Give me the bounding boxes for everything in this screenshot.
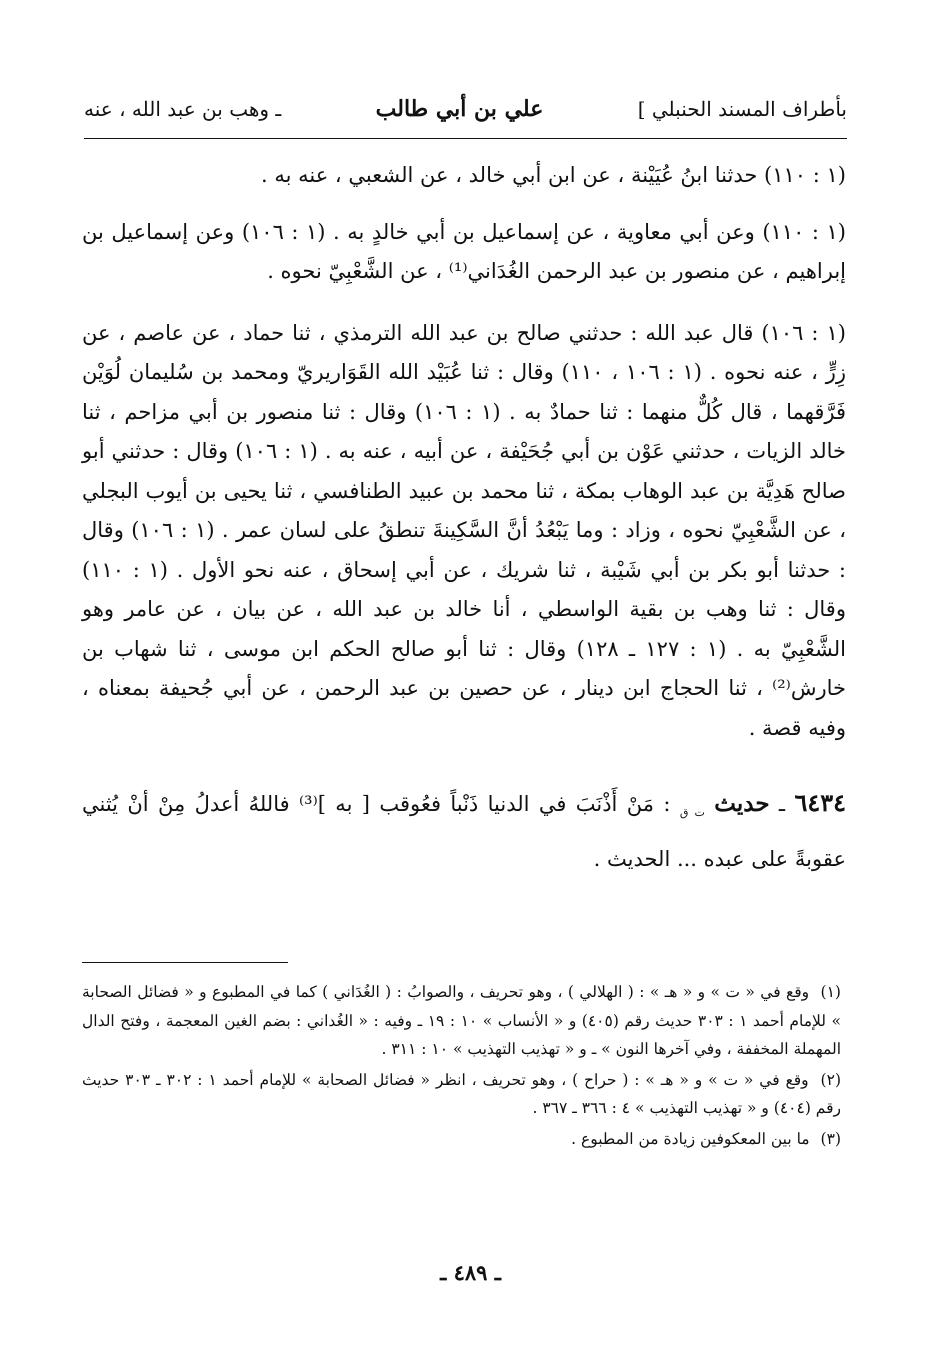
footnote-number: (٢) bbox=[820, 1070, 841, 1089]
hadith-entry bbox=[82, 780, 846, 882]
hadith-label: حديث bbox=[714, 790, 770, 817]
hadith-text: : مَنْ أَذْنَبَ في الدنيا ذَنْباً فعُوقب [ به ]⁽³⁾ فاللهُ أعدلُ مِنْ أنْ يُثني عقوبةً على عبده ... الحديث . bbox=[82, 792, 846, 872]
hadith-sigla: ت ق bbox=[679, 806, 705, 820]
footnote-1 bbox=[82, 978, 841, 1064]
header-book-title: بأطراف المسند الحنبلي ] bbox=[637, 97, 847, 121]
header-section-title: ـ وهب بن عبد الله ، عنه bbox=[84, 97, 282, 121]
hadith-number: ٦٤٣٤ bbox=[794, 788, 847, 817]
footnote-number: (١) bbox=[820, 983, 841, 1001]
footnote-text: وقع في « ت » و « هـ » : ( حراح ) ، وهو تحريف ، انظر « فضائل الصحابة » للإمام أحمد ١ : ٣٠٢ ـ ٣٠٣ حديث رقم (٤٠٤) و « تهذيب التهذيب » ٤ : ٣٦٦ ـ ٣٦٧ . bbox=[82, 1070, 841, 1117]
hadith-dash: ـ bbox=[778, 792, 786, 816]
running-header bbox=[84, 96, 847, 130]
paragraph-3: (١ : ١٠٦) قال عبد الله : حدثني صالح بن عبد الله الترمذي ، ثنا حماد ، عن عاصم ، عن زِرٍّ ، عنه نحوه . (١ : ١٠٦ ، ١١٠) وقال : ثنا عُبَيْد الله القَوَاريريّ ومحمد بن سُليمان لُوَيْن فَرَّقهما ، قال كُلٌّ منهما : ثنا حمادٌ به . (١ : ١٠٦) وقال : ثنا منصور بن أبي مزاحم ، ثنا خالد الزيات ، حدثني عَوْن بن أبي جُحَيْفة ، عن أبيه ، عنه به . (١ : ١٠٦) وقال : حدثني أبو صالح هَدِيَّة بن عبد الوهاب بمكة ، ثنا محمد بن عبيد الطنافسي ، ثنا يحيى بن أيوب البجلي ، عن الشَّعْبِيّ نحوه ، وزاد : وما يَبْعُدُ أنَّ السَّكِينةَ تنطقُ على لسان عمر . (١ : ١٠٦) وقال : حدثنا أبو بكر بن أبي شَيْبة ، ثنا شريك ، عن أبي إسحاق ، عنه نحو الأول . (١ : ١١٠) وقال : ثنا وهب بن بقية الواسطي ، أنا خالد بن عبد الله ، عن بيان ، عن عامر وهو الشَّعْبِيّ به . (١ : ١٢٧ ـ ١٢٨) وقال : ثنا أبو صالح الحكم ابن موسى ، ثنا شهاب بن خارش⁽²⁾ ، ثنا الحجاج ابن دينار ، عن حصين بن عبد الرحمن ، عن أبي جُحيفة بمعناه ، وفيه قصة . bbox=[82, 320, 846, 740]
header-chapter-title: علي بن أبي طالب bbox=[375, 96, 544, 122]
footnote-2 bbox=[82, 1066, 841, 1123]
footnote-text: وقع في « ت » و « هـ » : ( الهلالي ) ، وهو تحريف ، والصوابُ : ( الغُدَاني ) كما في المطبوع و « فضائل الصحابة » للإمام أحمد ١ : ٣٠٣ حديث رقم (٤٠٥) و « الأنساب » ١٠ : ١٩ ـ وفيه : « الغُداني : بضم الغين المعجمة ، وفتح الدال المهملة المخففة ، وفي آخرها النون » ـ و « تهذيب التهذيب » ١٠ : ٣١١ . bbox=[82, 983, 841, 1058]
main-text bbox=[82, 152, 846, 882]
footnotes bbox=[82, 978, 841, 1155]
paragraph-1: (١ : ١١٠) حدثنا ابنُ عُيَيْنة ، عن ابن أبي خالد ، عن الشعبي ، عنه به . bbox=[261, 163, 846, 187]
footnote-number: (٣) bbox=[820, 1129, 841, 1148]
footnote-text: ما بين المعكوفين زيادة من المطبوع . bbox=[571, 1129, 810, 1148]
footnote-divider bbox=[82, 962, 288, 963]
header-divider bbox=[84, 138, 847, 139]
page-number: ـ ٤٨٩ ـ bbox=[440, 1260, 501, 1285]
paragraph-2: (١ : ١١٠) وعن أبي معاوية ، عن إسماعيل بن أبي خالدٍ به . (١ : ١٠٦) وعن إسماعيل بن إبراهيم ، عن منصور بن عبد الرحمن الغُدَاني⁽¹⁾ ، عن الشَّعْبِيّ نحوه . bbox=[82, 219, 846, 283]
footnote-3 bbox=[82, 1125, 841, 1154]
